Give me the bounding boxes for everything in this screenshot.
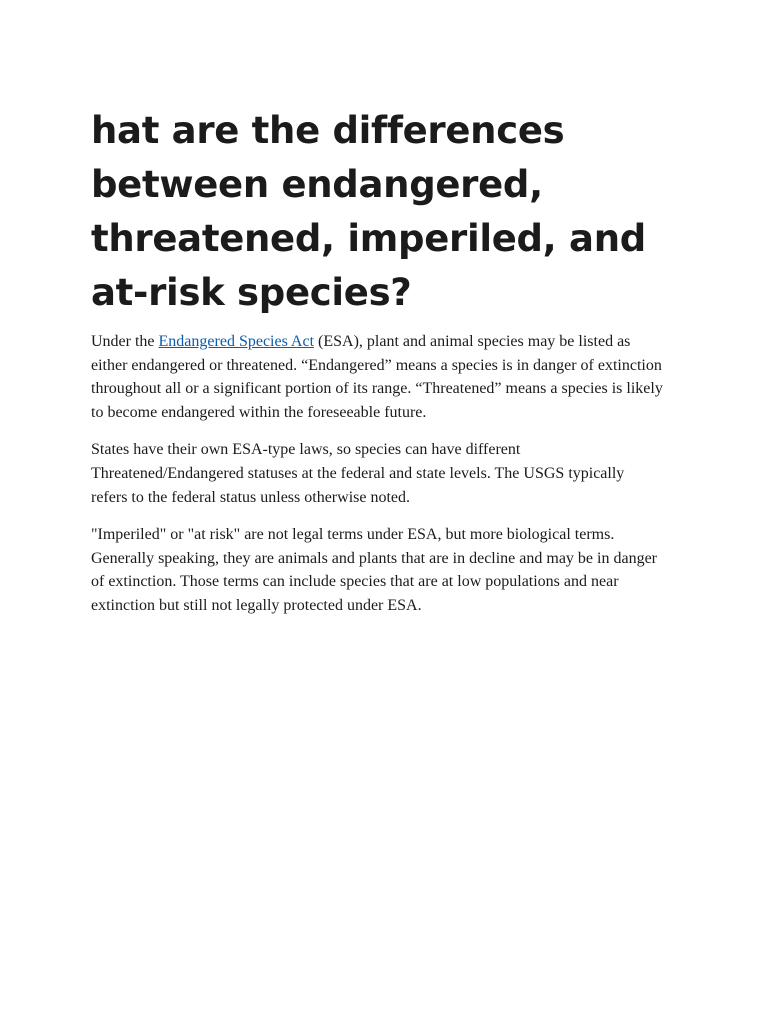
endangered-species-act-link[interactable]: Endangered Species Act [158, 333, 315, 350]
paragraph-text-before-link: Under the [91, 333, 159, 350]
paragraph-state-laws: States have their own ESA-type laws, so species can have different Threatened/Endangered statuses at the federal and state levels. The USGS typically refers to the federal status unless otherwise noted. [91, 441, 625, 506]
article [91, 104, 663, 632]
paragraph-imperiled-at-risk: "Imperiled" or "at risk" are not legal terms under ESA, but more biological terms. Generally speaking, they are animals and plants that are in decline and may be in danger of extinction. Those terms can include species that are at low populations and near extinction but still not legally protected under ESA. [91, 526, 658, 614]
paragraph-esa-definitions [91, 330, 663, 424]
page-title: hat are the differences between endangered, threatened, imperiled, and at-risk species? [91, 109, 646, 314]
paragraph-text-after-link: (ESA), plant and animal species may be listed as either endangered or threatened. “Endangered” means a species is in danger of extinction throughout all or a significant portion of its range. “Threatened” means a species is likely to become endangered within the foreseeable future. [91, 333, 663, 421]
